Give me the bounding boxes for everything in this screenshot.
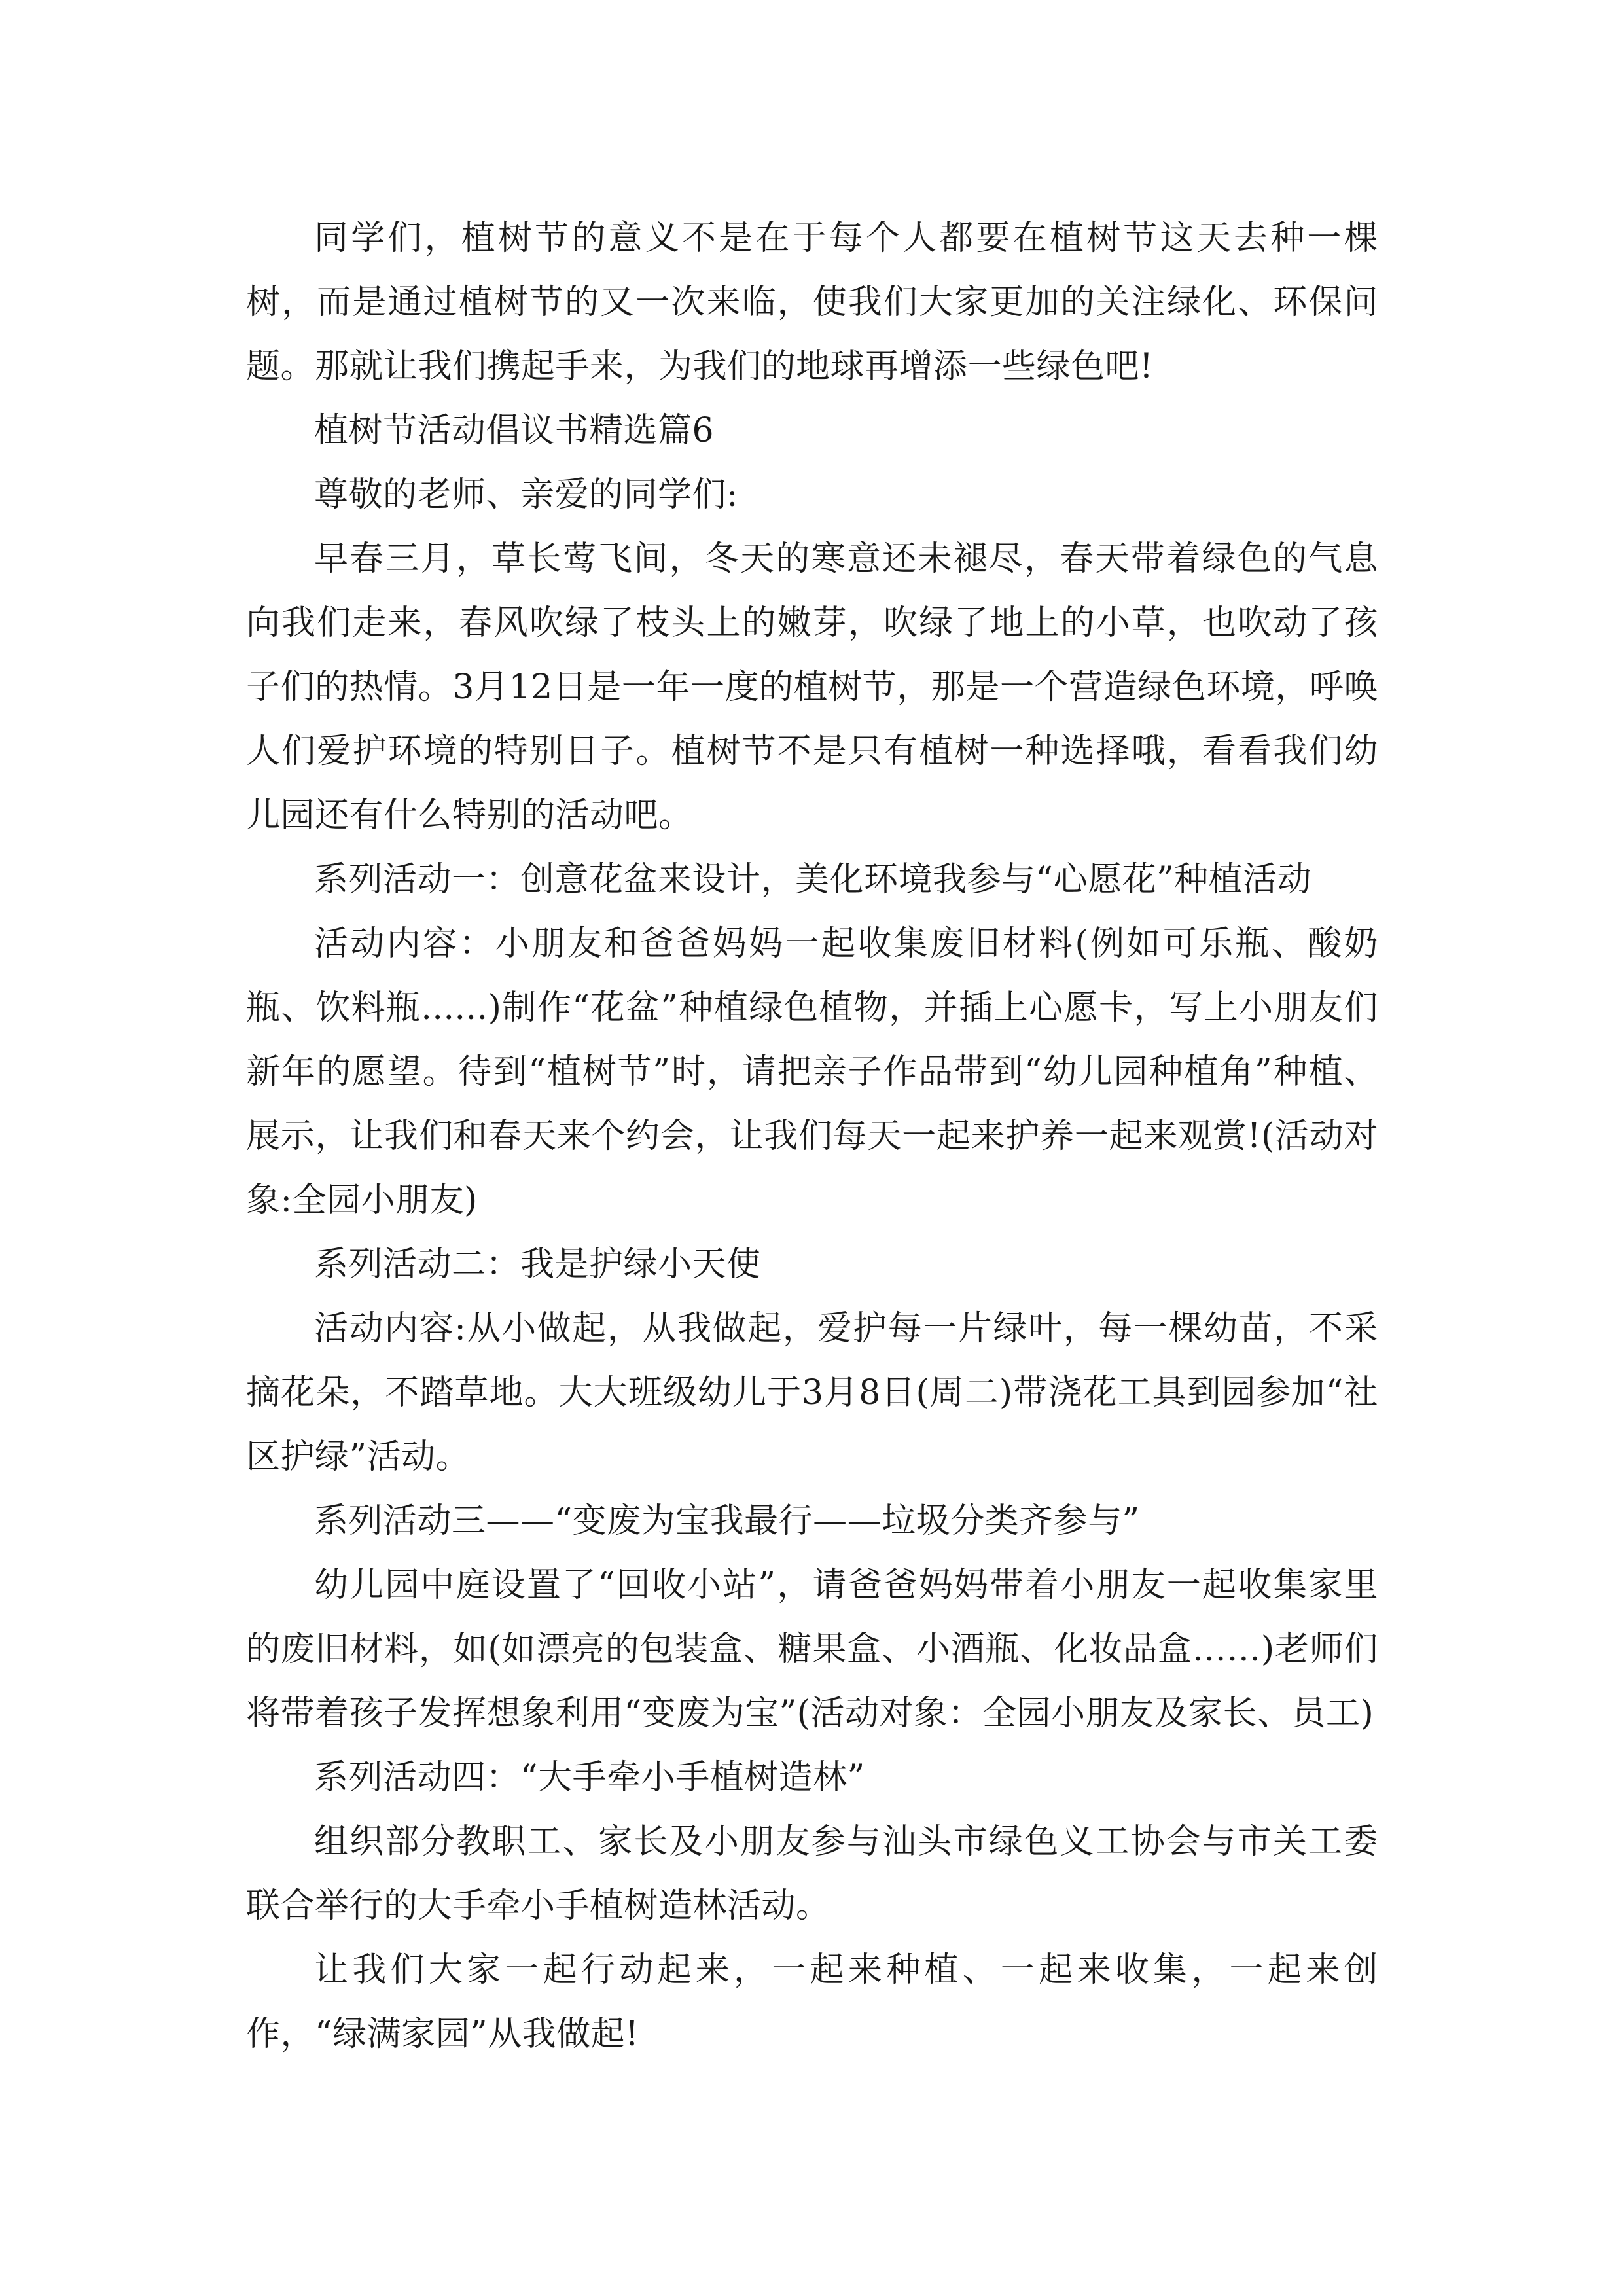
paragraph-closing-remark: 同学们，植树节的意义不是在于每个人都要在植树节这天去种一棵树，而是通过植树节的又一次来临，使我们大家更加的关注绿化、环保问题。那就让我们携起手来，为我们的地球再增添一些绿色吧! <box>246 219 1378 386</box>
activity-four-content: 组织部分教职工、家长及小朋友参与汕头市绿色义工协会与市关工委联合举行的大手牵小手植树造林活动。 <box>246 1822 1378 1926</box>
section-heading: 植树节活动倡议书精选篇6 <box>314 411 715 450</box>
activity-two-title: 系列活动二：我是护绿小天使 <box>314 1245 761 1284</box>
salutation: 尊敬的老师、亲爱的同学们: <box>314 475 739 514</box>
activity-one-title: 系列活动一：创意花盆来设计，美化环境我参与“心愿花”种植活动 <box>314 860 1312 899</box>
activity-three-content: 幼儿园中庭设置了“回收小站”，请爸爸妈妈带着小朋友一起收集家里的废旧材料，如(如漂亮的包装盒、糖果盒、小酒瓶、化妆品盒……)老师们将带着孩子发挥想象利用“变废为宝”(活动对象：全园小朋友及家长、员工) <box>246 1566 1378 1733</box>
activity-three-title: 系列活动三——“变废为宝我最行——垃圾分类齐参与” <box>314 1501 1140 1541</box>
document-body <box>246 206 1378 2066</box>
activity-four-title: 系列活动四：“大手牵小手植树造林” <box>314 1758 865 1797</box>
activity-one-content: 活动内容：小朋友和爸爸妈妈一起收集废旧材料(例如可乐瓶、酸奶瓶、饮料瓶......)制作“花盆”种植绿色植物，并插上心愿卡，写上小朋友们新年的愿望。待到“植树节”时，请把亲子作品带到“幼儿园种植角”种植、展示，让我们和春天来个约会，让我们每天一起来护养一起来观赏!(活动对象:全园小朋友) <box>246 924 1378 1220</box>
paragraph-intro: 早春三月，草长莺飞间，冬天的寒意还未褪尽，春天带着绿色的气息向我们走来，春风吹绿了枝头上的嫩芽，吹绿了地上的小草，也吹动了孩子们的热情。3月12日是一年一度的植树节，那是一个营造绿色环境，呼唤人们爱护环境的特别日子。植树节不是只有植树一种选择哦，看看我们幼儿园还有什么特别的活动吧。 <box>246 539 1378 835</box>
activity-two-content: 活动内容:从小做起，从我做起，爱护每一片绿叶，每一棵幼苗，不采摘花朵，不踏草地。大大班级幼儿于3月8日(周二)带浇花工具到园参加“社区护绿”活动。 <box>246 1309 1378 1477</box>
paragraph-closing-call: 让我们大家一起行动起来，一起来种植、一起来收集，一起来创作，“绿满家园”从我做起! <box>246 1950 1378 2054</box>
